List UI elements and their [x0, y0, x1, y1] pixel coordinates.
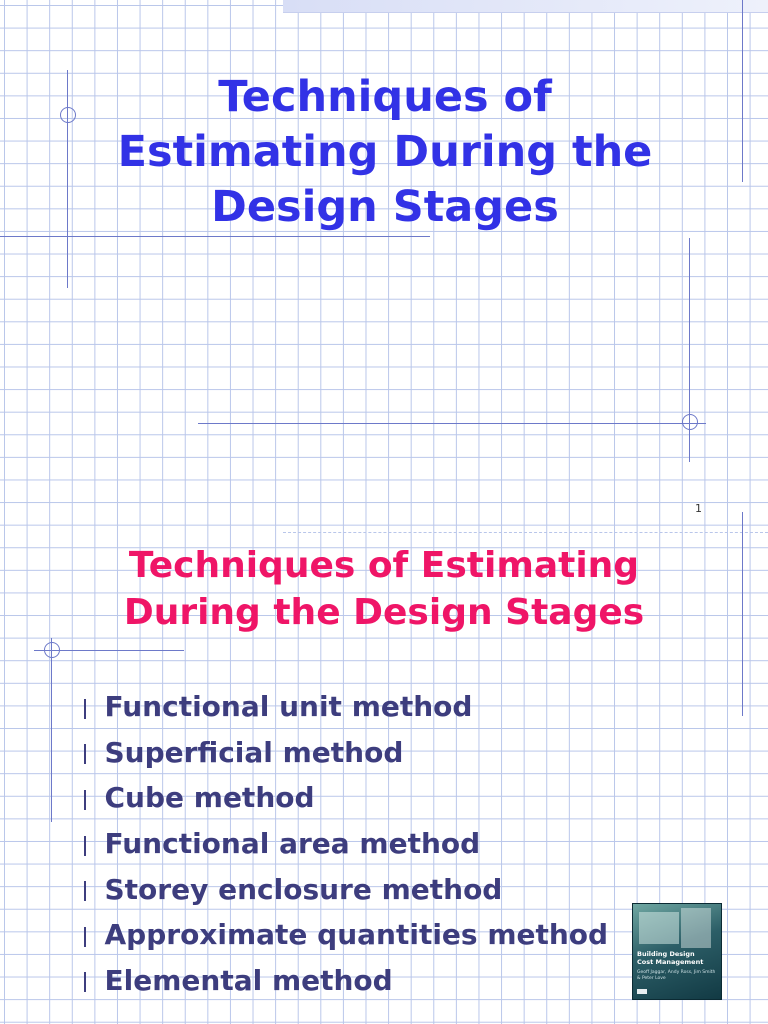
list-item [84, 866, 608, 912]
list-item-text: Functional area method [104, 827, 481, 861]
building-graphic [639, 912, 679, 944]
title-line: During the Design Stages [123, 592, 645, 633]
title-line: Techniques of [218, 72, 552, 122]
list-item [84, 684, 608, 730]
list-item [84, 912, 608, 958]
decor-horizontal-line [0, 236, 430, 237]
list-item [84, 730, 608, 776]
slide-2-title [34, 542, 734, 636]
list-item-text: Elemental method [104, 963, 393, 997]
decor-vertical-line [51, 638, 52, 822]
list-item-text: Functional unit method [104, 690, 473, 724]
book-title-line: Building Design [637, 950, 695, 958]
title-line: Techniques of Estimating [128, 545, 640, 586]
decor-horizontal-line [198, 423, 706, 424]
building-graphic [681, 908, 711, 948]
decor-vertical-line [742, 512, 743, 716]
decor-vertical-line [742, 0, 743, 182]
publisher-logo-icon [637, 989, 647, 994]
decor-ring-icon [44, 642, 60, 658]
slide-1-title [40, 70, 730, 235]
book-authors: Geoff Jaggar, Andy Ross, Jim Smith & Peter Love [637, 970, 716, 981]
title-line: Estimating During the [117, 127, 653, 177]
list-item [84, 775, 608, 821]
slide-2 [0, 512, 768, 1024]
bullet-icon [84, 927, 86, 947]
list-item [84, 821, 608, 867]
page-number: 1 [695, 502, 702, 512]
list-item [84, 958, 608, 1004]
method-list [84, 684, 608, 1003]
list-item-text: Approximate quantities method [104, 918, 609, 952]
decor-ring-icon [682, 414, 698, 430]
bullet-icon [84, 699, 86, 719]
bullet-icon [84, 881, 86, 901]
bullet-icon [84, 790, 86, 810]
book-cover-image [632, 903, 722, 1000]
book-title-line: Cost Management [637, 958, 704, 966]
top-gradient-band [283, 0, 768, 13]
list-item-text: Storey enclosure method [104, 872, 503, 906]
list-item-text: Superficial method [104, 735, 404, 769]
bullet-icon [84, 972, 86, 992]
bullet-icon [84, 744, 86, 764]
bullet-icon [84, 836, 86, 856]
book-title [637, 950, 717, 966]
title-line: Design Stages [211, 182, 559, 232]
list-item-text: Cube method [104, 781, 315, 815]
